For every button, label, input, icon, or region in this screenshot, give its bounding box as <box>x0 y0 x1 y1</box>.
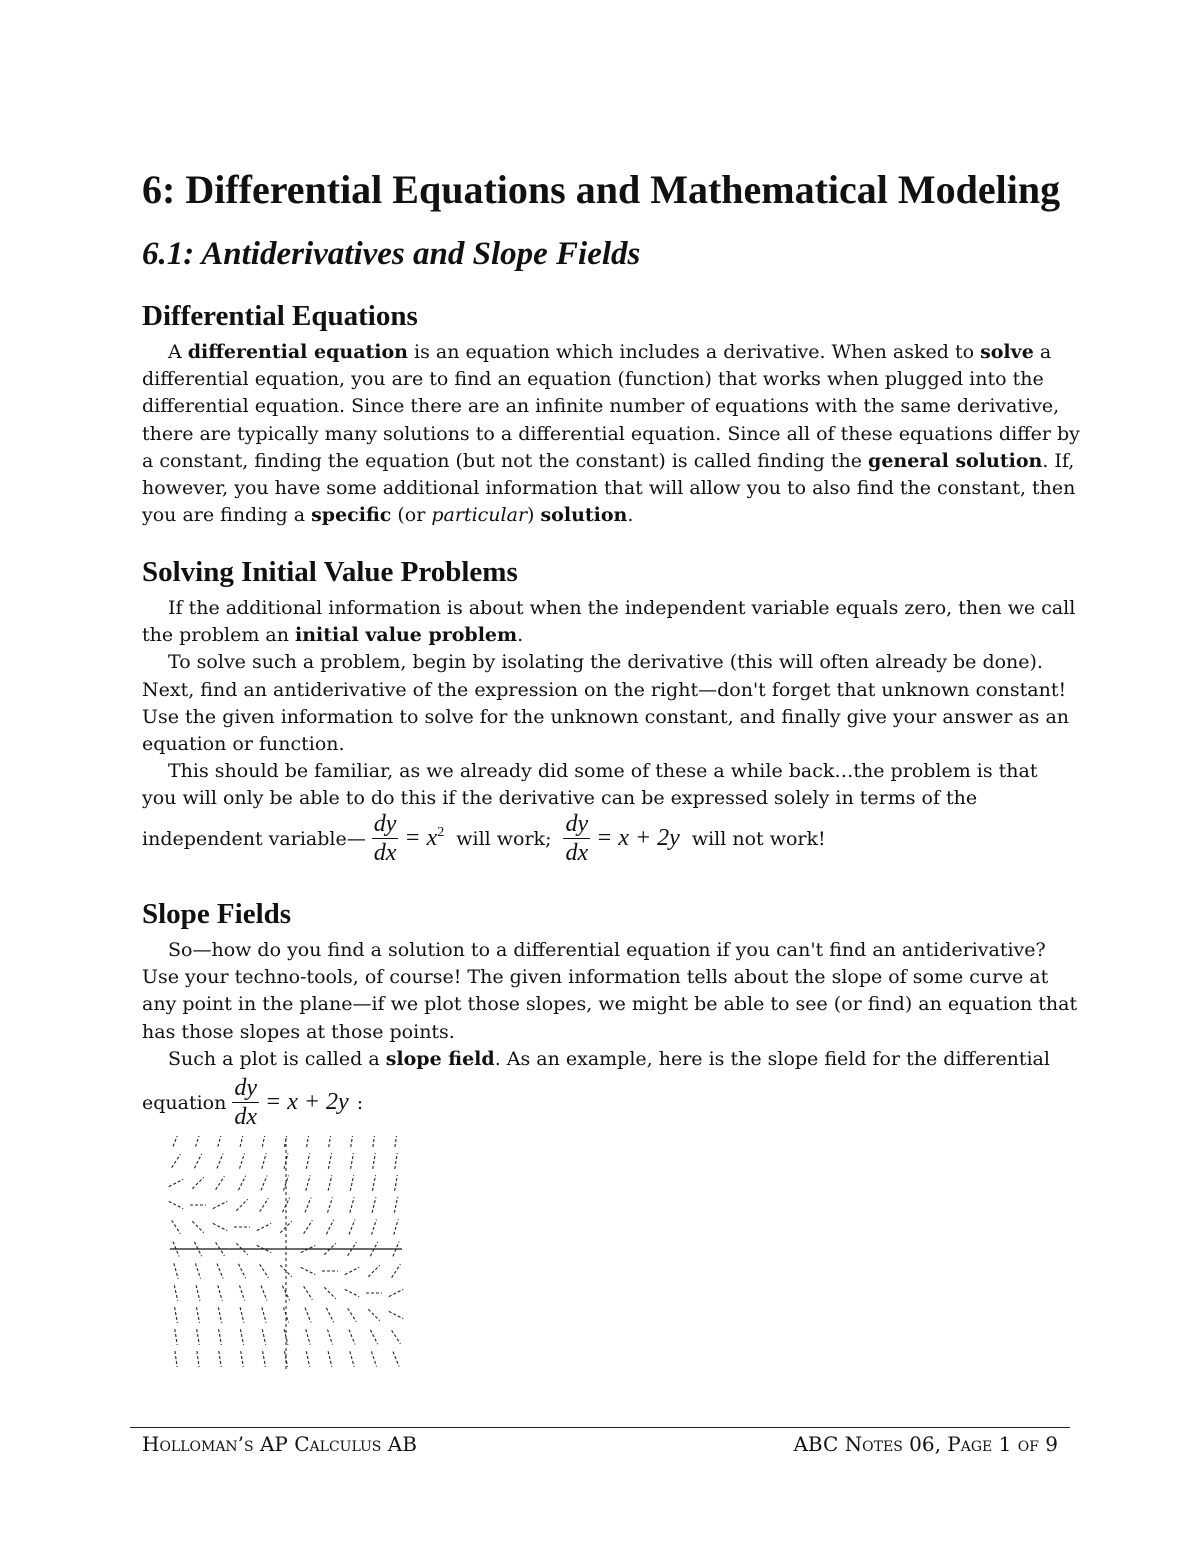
derivative-fraction: $\frac{dy}{dx}$ <box>565 811 589 866</box>
heading-slope-fields: Slope Fields <box>142 898 292 930</box>
slope-segment <box>238 1264 245 1278</box>
slope-segment <box>349 1330 355 1345</box>
slope-segment <box>326 1220 333 1234</box>
slope-segment <box>395 1175 398 1191</box>
text-line: will not work! <box>691 827 826 850</box>
slope-segment <box>389 1289 403 1296</box>
slope-field-plot <box>166 1136 411 1376</box>
text-line: the problem an initial value problem. <box>142 624 524 647</box>
slope-segment <box>236 1199 247 1210</box>
slope-segment <box>218 1285 222 1300</box>
slope-segment <box>261 1286 267 1301</box>
slope-segment <box>169 1179 183 1186</box>
slope-segment <box>213 1223 227 1230</box>
heading-differential-equations: Differential Equations <box>142 300 418 332</box>
slope-segment <box>261 1176 267 1191</box>
slope-segment <box>304 1220 313 1233</box>
footer-rule <box>130 1427 1070 1428</box>
slope-segment <box>373 1153 376 1169</box>
slope-segment <box>196 1136 201 1147</box>
slope-segment <box>282 1286 289 1300</box>
text-line: Use your techno-tools, of course! The given information tells about the slope of some curve at <box>142 966 1049 989</box>
slope-segment <box>301 1267 315 1274</box>
text-line: will work; <box>456 827 552 850</box>
slope-segment <box>175 1329 177 1345</box>
slope-segment <box>324 1287 335 1298</box>
equation-examples-line <box>142 812 826 865</box>
slope-field-equation-line <box>142 1076 363 1129</box>
text-line: any point in the plane—if we plot those slopes, we might be able to see (or find) an equation that <box>142 993 1078 1016</box>
text-line: you are finding a specific (or particular) solution. <box>142 504 634 527</box>
slope-segment <box>307 1136 310 1147</box>
slope-segment <box>328 1153 331 1169</box>
slope-segment <box>241 1351 244 1367</box>
slope-segment <box>213 1201 227 1208</box>
text-line: This should be familiar, as we already did some of these a while back…the problem is that <box>168 760 1038 783</box>
slope-segment <box>262 1136 265 1147</box>
slope-segment <box>262 1329 265 1345</box>
slope-segment <box>395 1136 397 1147</box>
slope-segment <box>217 1264 223 1279</box>
text-line: a constant, finding the equation (but not the constant) is called finding the general solution. If, <box>142 449 1075 472</box>
paragraph-slope-fields <box>142 937 1078 1073</box>
slope-segment <box>175 1351 177 1367</box>
page-title: 6: Differential Equations and Mathematical Modeling <box>142 167 1061 212</box>
slope-segment <box>197 1329 200 1345</box>
slope-segment <box>328 1351 332 1367</box>
footer-course-title: Holloman’s AP Calculus AB <box>142 1432 417 1456</box>
slope-segment <box>394 1219 398 1234</box>
slope-segment <box>218 1136 222 1147</box>
text-line: So—how do you find a solution to a differential equation if you can't find an antiderivative? <box>168 939 1046 961</box>
slope-segment <box>368 1265 379 1276</box>
text-line: however, you have some additional information that will allow you to also find the constant, then <box>142 476 1076 499</box>
slope-segment <box>217 1154 223 1169</box>
slope-segment <box>304 1286 313 1299</box>
slope-segment <box>219 1329 222 1345</box>
text-line: differential equation, you are to find an equation (function) that works when plugged into the <box>142 368 1044 391</box>
slope-segment <box>174 1263 178 1278</box>
slope-segment <box>392 1330 401 1343</box>
slope-segment <box>260 1264 269 1277</box>
text-line: Such a plot is called a slope field. As an example, here is the slope field for the differential <box>168 1047 1050 1070</box>
slope-segment <box>196 1307 199 1323</box>
slope-segment <box>306 1153 309 1169</box>
slope-segment <box>219 1351 221 1367</box>
slope-segment <box>238 1176 245 1190</box>
slope-segment <box>350 1175 353 1191</box>
equation-rhs: = x + 2y <box>596 825 680 851</box>
slope-segment <box>218 1307 221 1323</box>
slope-segment <box>350 1351 354 1366</box>
slope-segment <box>240 1136 244 1147</box>
slope-segment <box>326 1308 333 1322</box>
text-line: Next, find an antiderivative of the expression on the right—don't forget that unknown constant! <box>142 678 1067 701</box>
equation-rhs: = x + 2y <box>265 1089 349 1115</box>
slope-segment <box>306 1175 310 1190</box>
slope-segment <box>305 1198 311 1213</box>
slope-segment <box>240 1153 245 1168</box>
text-line: you will only be able to do this if the derivative can be expressed solely in terms of the <box>142 787 978 810</box>
section-subtitle: 6.1: Antiderivatives and Slope Fields <box>142 236 641 272</box>
text-line: differential equation. Since there are an infinite number of equations with the same derivative, <box>142 395 1060 418</box>
slope-segment <box>194 1154 201 1168</box>
slope-segment <box>284 1351 287 1367</box>
text-line: equation or function. <box>142 732 345 755</box>
paragraph-ivp-intro <box>142 595 1076 813</box>
slope-segment <box>372 1351 377 1366</box>
slope-segment <box>306 1351 309 1367</box>
slope-segment <box>345 1267 359 1274</box>
text-line: Use the given information to solve for the unknown constant, and finally give your answer as an <box>142 705 1070 728</box>
slope-segment <box>389 1311 403 1318</box>
slope-segment <box>192 1221 203 1232</box>
slope-segment <box>368 1309 379 1320</box>
footer-page-number: ABC Notes 06, Page 1 of 9 <box>793 1432 1058 1456</box>
slope-segment <box>392 1264 401 1277</box>
text-line: equation <box>142 1091 227 1114</box>
slope-segment <box>329 1136 332 1147</box>
slope-segment <box>372 1175 375 1191</box>
slope-segment <box>172 1220 181 1233</box>
slope-segment <box>263 1351 266 1367</box>
slope-segment <box>372 1219 377 1234</box>
paragraph-differential-equations <box>142 339 1080 529</box>
text-line: : <box>356 1091 364 1114</box>
text-line: there are typically many solutions to a differential equation. Since all of these equations differ by <box>142 422 1080 445</box>
text-line: To solve such a problem, begin by isolating the derivative (this will often already be done). <box>168 651 1043 674</box>
slope-segment <box>349 1220 355 1235</box>
slope-segment <box>262 1153 266 1168</box>
slope-segment <box>306 1329 310 1344</box>
slope-segment <box>172 1154 181 1167</box>
slope-segment <box>345 1289 359 1296</box>
slope-segment <box>394 1197 397 1213</box>
slope-segment <box>262 1307 266 1322</box>
slope-segment <box>169 1201 183 1208</box>
slope-segment <box>257 1223 271 1230</box>
slope-segment <box>328 1329 333 1344</box>
slope-segment <box>197 1351 199 1367</box>
slope-segment <box>372 1197 376 1213</box>
slope-segment <box>373 1136 375 1147</box>
slope-segment <box>393 1352 399 1367</box>
slope-segment <box>328 1197 333 1212</box>
text-line: has those slopes at those points. <box>142 1020 455 1043</box>
slope-segment <box>350 1197 354 1212</box>
slope-segment <box>173 1136 179 1146</box>
slope-segment <box>174 1285 177 1301</box>
slope-segment <box>216 1176 225 1189</box>
slope-segment <box>305 1308 311 1323</box>
equation-rhs: = $x^2$ <box>404 825 445 851</box>
slope-segment <box>328 1175 332 1191</box>
slope-segment <box>175 1307 178 1323</box>
slope-segment <box>192 1177 203 1188</box>
slope-segment <box>351 1153 354 1169</box>
slope-segment <box>351 1136 353 1147</box>
slope-segment <box>196 1285 200 1301</box>
slope-segment <box>240 1285 245 1300</box>
text-line: A differential equation is an equation which includes a derivative. When asked to solve a <box>168 341 1052 363</box>
slope-segment <box>348 1308 357 1321</box>
slope-segment <box>240 1329 243 1345</box>
slope-segment <box>260 1198 269 1211</box>
derivative-fraction: $\frac{dy}{dx}$ <box>373 811 397 866</box>
slope-segment <box>240 1307 244 1323</box>
slope-segment <box>370 1330 377 1344</box>
slope-segment <box>196 1263 201 1278</box>
text-line: If the additional information is about when the independent variable equals zero, then we call <box>168 597 1076 619</box>
heading-initial-value-problems: Solving Initial Value Problems <box>142 556 518 588</box>
derivative-fraction: $\frac{dy}{dx}$ <box>234 1075 258 1130</box>
text-line: independent variable— <box>142 827 366 850</box>
slope-segment <box>395 1153 397 1169</box>
slope-segment <box>284 1153 288 1169</box>
